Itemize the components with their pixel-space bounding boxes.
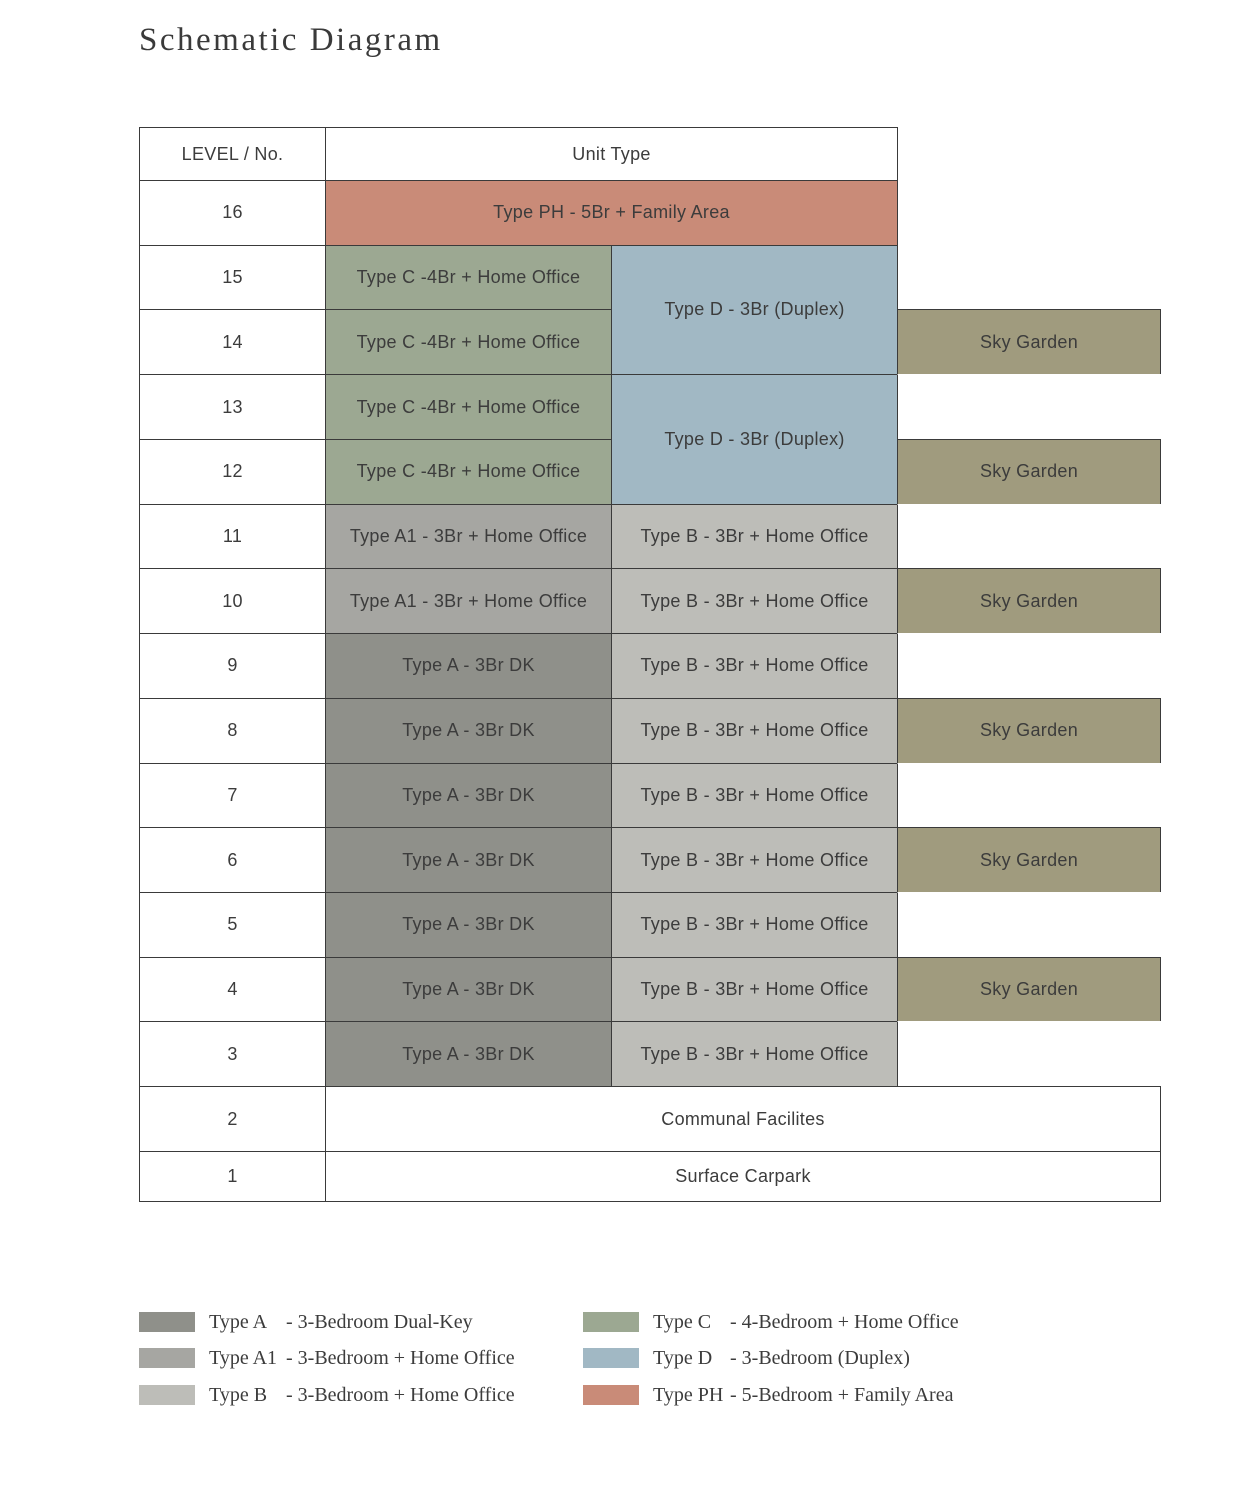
unit-type-ph-level-16 xyxy=(325,180,898,246)
unit-type-a-level-6-label: Type A - 3Br DK xyxy=(402,849,535,870)
level-number-8 xyxy=(139,698,326,764)
legend-description: - 3-Bedroom + Home Office xyxy=(286,1346,515,1369)
unit-type-a-level-9-label: Type A - 3Br DK xyxy=(402,655,535,676)
legend-swatch xyxy=(583,1385,639,1405)
sky-garden-level-8-label: Sky Garden xyxy=(979,720,1079,741)
sky-garden-level-12-label: Sky Garden xyxy=(979,461,1079,482)
legend-description: - 3-Bedroom + Home Office xyxy=(286,1383,515,1406)
header-level-label: LEVEL / No. xyxy=(181,143,284,164)
legend-code: Type A1 xyxy=(209,1346,278,1369)
header-unit-type xyxy=(325,127,898,181)
unit-type-a-level-8 xyxy=(325,698,612,764)
level-number-13-label: 13 xyxy=(222,396,243,417)
level-number-4-label: 4 xyxy=(227,979,238,1000)
side-blank-level-7 xyxy=(897,763,1161,829)
level-number-2 xyxy=(139,1086,326,1152)
unit-type-a-level-8-label: Type A - 3Br DK xyxy=(402,720,535,741)
sky-garden-level-12 xyxy=(897,439,1161,505)
legend-swatch xyxy=(583,1312,639,1332)
legend-item-type-a xyxy=(139,1311,473,1333)
level-number-9-label: 9 xyxy=(227,655,238,676)
unit-type-b-level-11-label: Type B - 3Br + Home Office xyxy=(640,526,869,546)
surface-carpark-level-1-label: Surface Carpark xyxy=(675,1165,811,1186)
unit-type-a-level-4 xyxy=(325,957,612,1023)
level-number-3 xyxy=(139,1021,326,1087)
sky-garden-level-10 xyxy=(897,568,1161,634)
unit-type-b-level-5-label: Type B - 3Br + Home Office xyxy=(640,914,869,935)
level-number-4 xyxy=(139,957,326,1023)
legend-item-type-c xyxy=(583,1311,959,1333)
side-blank-level-5 xyxy=(897,892,1161,958)
side-blank-level-9 xyxy=(897,633,1161,699)
level-number-16-label: 16 xyxy=(222,202,243,223)
unit-type-a1-level-10-label: Type A1 - 3Br + Home Office xyxy=(349,590,588,611)
unit-type-c-level-12 xyxy=(325,439,612,505)
level-number-5-label: 5 xyxy=(227,914,238,935)
level-number-11 xyxy=(139,504,326,570)
unit-type-b-level-3-label: Type B - 3Br + Home Office xyxy=(640,1043,869,1064)
legend-description: - 3-Bedroom Dual-Key xyxy=(286,1310,473,1333)
unit-type-a-level-4-label: Type A - 3Br DK xyxy=(402,979,535,1000)
level-number-8-label: 8 xyxy=(227,720,238,741)
level-number-6-label: 6 xyxy=(227,849,238,870)
unit-type-b-level-5 xyxy=(611,892,898,958)
level-number-7-label: 7 xyxy=(227,784,238,805)
legend-swatch xyxy=(139,1312,195,1332)
unit-type-a-level-3-label: Type A - 3Br DK xyxy=(402,1043,535,1064)
level-number-13 xyxy=(139,374,326,440)
legend-code: Type PH xyxy=(653,1383,724,1406)
sky-garden-level-4-label: Sky Garden xyxy=(979,979,1079,1000)
level-number-12 xyxy=(139,439,326,505)
communal-facilities-level-2 xyxy=(325,1086,1161,1152)
surface-carpark-level-1 xyxy=(325,1151,1161,1202)
unit-type-a-level-9 xyxy=(325,633,612,699)
header-unit-type-label: Unit Type xyxy=(572,143,651,164)
unit-type-a1-level-11-label: Type A1 - 3Br + Home Office xyxy=(349,526,588,546)
header-level xyxy=(139,127,326,181)
legend-description: - 3-Bedroom (Duplex) xyxy=(730,1346,910,1369)
level-number-7 xyxy=(139,763,326,829)
legend-item-type-d xyxy=(583,1347,910,1369)
legend-item-type-b xyxy=(139,1384,515,1406)
unit-type-c-level-12-label: Type C -4Br + Home Office xyxy=(356,461,581,482)
level-number-16 xyxy=(139,180,326,246)
legend-code: Type A xyxy=(209,1310,268,1333)
level-number-3-label: 3 xyxy=(227,1043,238,1064)
level-number-2-label: 2 xyxy=(227,1108,238,1129)
unit-type-b-level-9 xyxy=(611,633,898,699)
unit-type-b-level-8 xyxy=(611,698,898,764)
unit-type-a-level-5-label: Type A - 3Br DK xyxy=(402,914,535,935)
unit-type-c-level-14 xyxy=(325,309,612,375)
unit-type-d-level-15-14 xyxy=(611,245,898,375)
legend-swatch xyxy=(139,1348,195,1368)
unit-type-a1-level-11 xyxy=(325,504,612,570)
unit-type-b-level-7 xyxy=(611,763,898,829)
level-number-10 xyxy=(139,568,326,634)
unit-type-b-level-10-label: Type B - 3Br + Home Office xyxy=(640,590,869,611)
side-blank-level-11 xyxy=(897,504,1161,570)
level-number-5 xyxy=(139,892,326,958)
unit-type-b-level-3 xyxy=(611,1021,898,1087)
side-blank-level-13 xyxy=(897,374,1161,440)
unit-type-a-level-7-label: Type A - 3Br DK xyxy=(402,784,535,805)
level-number-14 xyxy=(139,309,326,375)
unit-type-c-level-15 xyxy=(325,245,612,311)
level-number-15-label: 15 xyxy=(222,267,243,288)
unit-type-b-level-6 xyxy=(611,827,898,893)
unit-type-c-level-13-label: Type C -4Br + Home Office xyxy=(356,396,581,417)
legend-code: Type C xyxy=(653,1310,712,1333)
sky-garden-level-14 xyxy=(897,309,1161,375)
level-number-12-label: 12 xyxy=(222,461,243,482)
legend-swatch xyxy=(139,1385,195,1405)
unit-type-b-level-4-label: Type B - 3Br + Home Office xyxy=(640,979,869,1000)
legend-swatch xyxy=(583,1348,639,1368)
level-number-1 xyxy=(139,1151,326,1202)
unit-type-d-level-13-12-label: Type D - 3Br (Duplex) xyxy=(664,428,845,449)
unit-type-a-level-3 xyxy=(325,1021,612,1087)
sky-garden-level-10-label: Sky Garden xyxy=(979,590,1079,611)
unit-type-a-level-7 xyxy=(325,763,612,829)
unit-type-a-level-5 xyxy=(325,892,612,958)
level-number-14-label: 14 xyxy=(222,331,243,352)
sky-garden-level-14-label: Sky Garden xyxy=(979,331,1079,352)
legend-description: - 5-Bedroom + Family Area xyxy=(730,1383,954,1406)
sky-garden-level-4 xyxy=(897,957,1161,1023)
legend-description: - 4-Bedroom + Home Office xyxy=(730,1310,959,1333)
page-title: Schematic Diagram xyxy=(139,22,443,58)
unit-type-b-level-4 xyxy=(611,957,898,1023)
unit-type-a1-level-10 xyxy=(325,568,612,634)
level-number-11-label: 11 xyxy=(222,526,243,546)
unit-type-d-level-15-14-label: Type D - 3Br (Duplex) xyxy=(664,299,845,320)
level-number-9 xyxy=(139,633,326,699)
level-number-6 xyxy=(139,827,326,893)
unit-type-b-level-8-label: Type B - 3Br + Home Office xyxy=(640,720,869,741)
unit-type-b-level-6-label: Type B - 3Br + Home Office xyxy=(640,849,869,870)
unit-type-a-level-6 xyxy=(325,827,612,893)
unit-type-d-level-13-12 xyxy=(611,374,898,504)
legend-code: Type D xyxy=(653,1346,713,1369)
level-number-15 xyxy=(139,245,326,311)
communal-facilities-level-2-label: Communal Facilites xyxy=(661,1108,825,1129)
side-blank-level-3 xyxy=(897,1021,1161,1087)
sky-garden-level-8 xyxy=(897,698,1161,764)
unit-type-c-level-14-label: Type C -4Br + Home Office xyxy=(356,331,581,352)
unit-type-c-level-13 xyxy=(325,374,612,440)
unit-type-c-level-15-label: Type C -4Br + Home Office xyxy=(356,267,581,288)
unit-type-ph-level-16-label: Type PH - 5Br + Family Area xyxy=(493,202,730,223)
level-number-1-label: 1 xyxy=(227,1165,238,1186)
legend-item-type-ph xyxy=(583,1384,953,1406)
sky-garden-level-6 xyxy=(897,827,1161,893)
unit-type-b-level-10 xyxy=(611,568,898,634)
legend-code: Type B xyxy=(209,1383,268,1406)
unit-type-b-level-9-label: Type B - 3Br + Home Office xyxy=(640,655,869,676)
legend-item-type-a1 xyxy=(139,1347,515,1369)
unit-type-b-level-7-label: Type B - 3Br + Home Office xyxy=(640,784,869,805)
sky-garden-level-6-label: Sky Garden xyxy=(979,849,1079,870)
unit-type-b-level-11 xyxy=(611,504,898,570)
level-number-10-label: 10 xyxy=(222,590,243,611)
